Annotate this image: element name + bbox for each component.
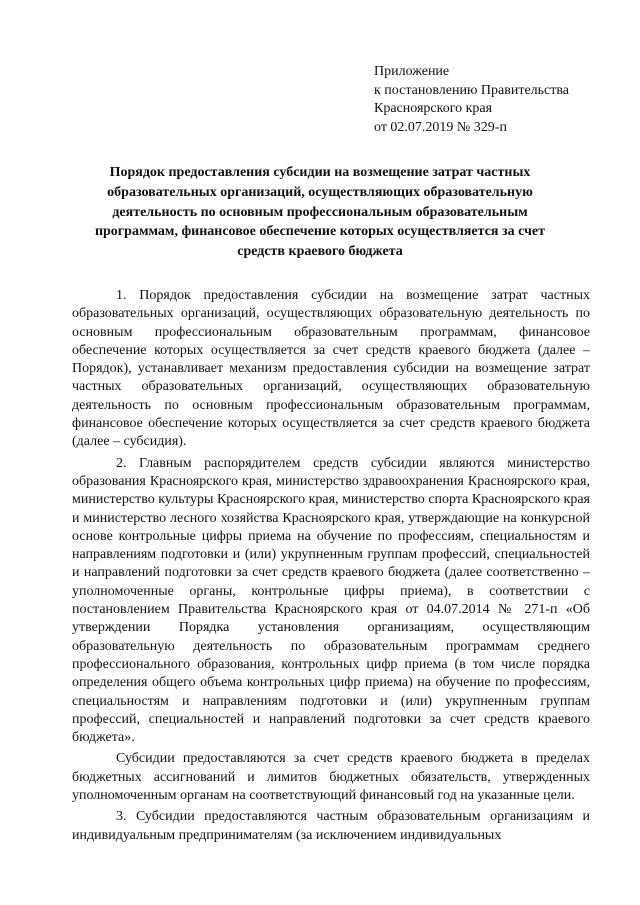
paragraph-1: 1. Порядок предоставления субсидии на возмещение затрат частных образовательных организаций, осуществляющих образовательную деятельность по основным профессиональным образовательным программам, финансовое обеспечение которых осуществляется за счет средств краевого бюджета (далее – Порядок), устанавливает механизм предоставления субсидии на возмещение затрат частных образовательных организаций, осуществляющих образовательную деятельность по основным профессиональным образовательным программам, финансовое обеспечение которых осуществляется за счет средств краевого бюджета (далее – субсидия). [72, 288, 590, 450]
document-title: Порядок предоставления субсидии на возмещение затрат частных образовательных организаций, осуществляющих образовательную деятельность по основным профессиональным образовательным программам, финансовое обеспечение которых осуществляется за счет средств краевого бюджета [94, 165, 546, 260]
appendix-line-4: от 02.07.2019 № 329-п [374, 119, 507, 135]
appendix-header [374, 63, 569, 137]
document-body [72, 287, 590, 848]
paragraph-3: Субсидии предоставляются за счет средств краевого бюджета в пределах бюджетных ассигнований и лимитов бюджетных обязательств, утвержденных уполномоченным органам на соответствующий финансовый год на указанные цели. [72, 751, 590, 804]
paragraph-2: 2. Главным распорядителем средств субсидии являются министерство образования Красноярского края, министерство здравоохранения Красноярского края, министерство культуры Красноярского края, министерство спорта Красноярского края и министерство лесного хозяйства Красноярского края, утверждающие на конкурсной основе контрольные цифры приема на обучение по профессиям, специальностям и направлениям подготовки и (или) укрупненным группам профессий, специальностей и направлений подготовки за счет средств краевого бюджета (далее соответственно – уполномоченные органы, контрольные цифры приема), в соответствии с постановлением Правительства Красноярского края от 04.07.2014 № 271-п «Об утверждении Порядка установления организациям, осуществляющим образовательную деятельность по образовательным программам среднего профессионального образования, контрольных цифр приема (в том числе порядка определения общего объема контрольных цифр приема) на обучение по профессиям, специальностям и направлениям подготовки и (или) укрупненным группам профессий, специальностей и направлений подготовки за счет средств краевого бюджета». [72, 455, 590, 746]
paragraph-4: 3. Субсидии предоставляются частным образовательным организациям и индивидуальным предпринимателям (за исключением индивидуальных [72, 809, 590, 843]
appendix-line-1: Приложение [374, 64, 450, 79]
appendix-line-3: Красноярского края [374, 101, 493, 116]
appendix-line-2: к постановлению Правительства [374, 82, 570, 98]
